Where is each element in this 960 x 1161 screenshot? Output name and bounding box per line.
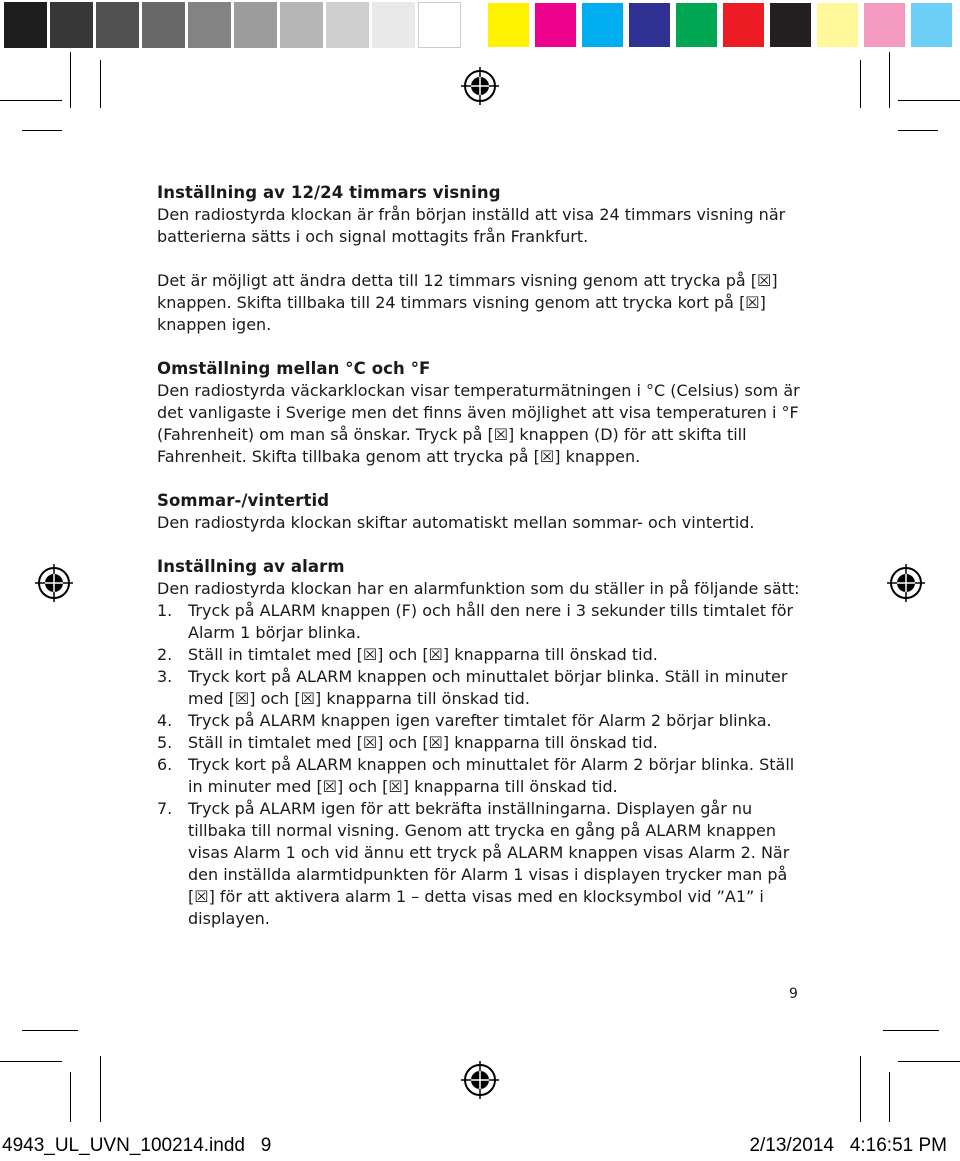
paragraph: Den radiostyrda klockan skiftar automatiskt mellan sommar- och vintertid. <box>157 513 755 532</box>
section-summer-winter-time <box>157 490 807 534</box>
crop-mark <box>889 1072 890 1122</box>
paragraph: Det är möjligt att ändra detta till 12 timmars visning genom att trycka på [☒] knappen. Skifta tillbaka till 24 timmars visning genom att trycka kort på [☒] knappen igen. <box>157 271 778 334</box>
color-calibration-bar <box>0 0 960 50</box>
crop-mark <box>22 130 62 131</box>
manual-page-content <box>157 182 807 930</box>
step-text: Tryck på ALARM knappen (F) och håll den nere i 3 sekunder tills timtalet för Alarm 1 börjar blinka. <box>188 601 794 642</box>
color-swatch <box>816 2 859 48</box>
gray-swatch <box>280 2 323 48</box>
list-item <box>157 710 807 732</box>
list-item <box>157 644 807 666</box>
step-text: Tryck på ALARM igen för att bekräfta inställningarna. Displayen går nu tillbaka till normal visning. Genom att trycka en gång på ALARM knappen visas Alarm 1 och vid ännu ett tryck på ALARM knappen visas Alarm 2. När den inställda alarmtidpunkten för Alarm 1 visas i displayen trycker man på [☒] för att aktivera alarm 1 – detta visas med en klocksymbol vid ”A1” i displayen. <box>188 799 790 928</box>
page-number: 9 <box>789 986 798 1002</box>
color-swatch <box>863 2 906 48</box>
gray-swatch <box>418 2 461 48</box>
color-swatch <box>910 2 953 48</box>
crop-mark <box>889 52 890 108</box>
print-slug-timestamp: 2/13/2014 4:16:51 PM <box>749 1135 947 1156</box>
crop-mark <box>860 1056 861 1122</box>
color-swatch <box>581 2 624 48</box>
crop-mark <box>883 1030 939 1031</box>
registration-mark-icon <box>461 1061 499 1099</box>
section-12-24-hour <box>157 182 807 336</box>
registration-mark-icon <box>35 564 73 602</box>
gray-swatch <box>234 2 277 48</box>
section-heading: Sommar-/vintertid <box>157 491 330 510</box>
gray-swatch <box>50 2 93 48</box>
gray-swatch <box>326 2 369 48</box>
crop-mark <box>898 1061 960 1062</box>
color-swatch <box>722 2 765 48</box>
step-number: 4. <box>157 711 173 730</box>
step-number: 6. <box>157 755 173 774</box>
color-swatch <box>675 2 718 48</box>
step-text: Tryck kort på ALARM knappen och minuttalet för Alarm 2 börjar blinka. Ställ in minuter med [☒] och [☒] knapparna till önskad tid. <box>188 755 795 796</box>
crop-mark <box>860 60 861 108</box>
list-item <box>157 666 807 710</box>
gray-swatch <box>188 2 231 48</box>
color-swatch <box>628 2 671 48</box>
alarm-steps-list <box>157 600 807 930</box>
step-text: Tryck på ALARM knappen igen varefter timtalet för Alarm 2 börjar blinka. <box>188 711 772 730</box>
print-slug-filename: 4943_UL_UVN_100214.indd 9 <box>2 1135 272 1156</box>
crop-mark <box>22 1030 78 1031</box>
step-text: Ställ in timtalet med [☒] och [☒] knapparna till önskad tid. <box>188 733 658 752</box>
crop-mark <box>70 1072 71 1122</box>
color-swatch <box>534 2 577 48</box>
crop-mark <box>898 130 938 131</box>
registration-mark-icon <box>887 564 925 602</box>
section-heading: Inställning av 12/24 timmars visning <box>157 183 501 202</box>
step-text: Ställ in timtalet med [☒] och [☒] knapparna till önskad tid. <box>188 645 658 664</box>
crop-mark <box>898 100 960 101</box>
crop-mark <box>0 1061 62 1062</box>
step-text: Tryck kort på ALARM knappen och minuttalet börjar blinka. Ställ in minuter med [☒] och [☒] knapparna till önskad tid. <box>188 667 788 708</box>
list-item <box>157 754 807 798</box>
section-alarm-setting <box>157 556 807 930</box>
step-number: 5. <box>157 733 173 752</box>
paragraph: Den radiostyrda klockan är från början inställd att visa 24 timmars visning när batterierna sätts i och signal mottagits från Frankfurt. <box>157 205 786 246</box>
section-heading: Omställning mellan °C och °F <box>157 359 431 378</box>
list-item <box>157 600 807 644</box>
paragraph: Den radiostyrda väckarklockan visar temperaturmätningen i °C (Celsius) som är det vanligaste i Sverige men det finns även möjlighet att visa temperaturen i °F (Fahrenheit) om man så önskar. Tryck på [☒] knappen (D) för att skifta till Fahrenheit. Skifta tillbaka genom att trycka på [☒] knappen. <box>157 381 800 466</box>
color-swatch <box>769 2 812 48</box>
crop-mark <box>0 100 62 101</box>
gray-swatch <box>142 2 185 48</box>
crop-mark <box>100 60 101 108</box>
paragraph: Den radiostyrda klockan har en alarmfunktion som du ställer in på följande sätt: <box>157 579 800 598</box>
registration-mark-icon <box>461 67 499 105</box>
step-number: 7. <box>157 799 173 818</box>
step-number: 2. <box>157 645 173 664</box>
crop-mark <box>70 52 71 108</box>
color-swatch <box>487 2 530 48</box>
gray-swatch <box>4 2 47 48</box>
section-heading: Inställning av alarm <box>157 557 345 576</box>
gray-swatch <box>372 2 415 48</box>
step-number: 3. <box>157 667 173 686</box>
section-celsius-fahrenheit <box>157 358 807 468</box>
list-item <box>157 732 807 754</box>
gray-swatch <box>96 2 139 48</box>
step-number: 1. <box>157 601 173 620</box>
list-item <box>157 798 807 930</box>
crop-mark <box>100 1056 101 1122</box>
